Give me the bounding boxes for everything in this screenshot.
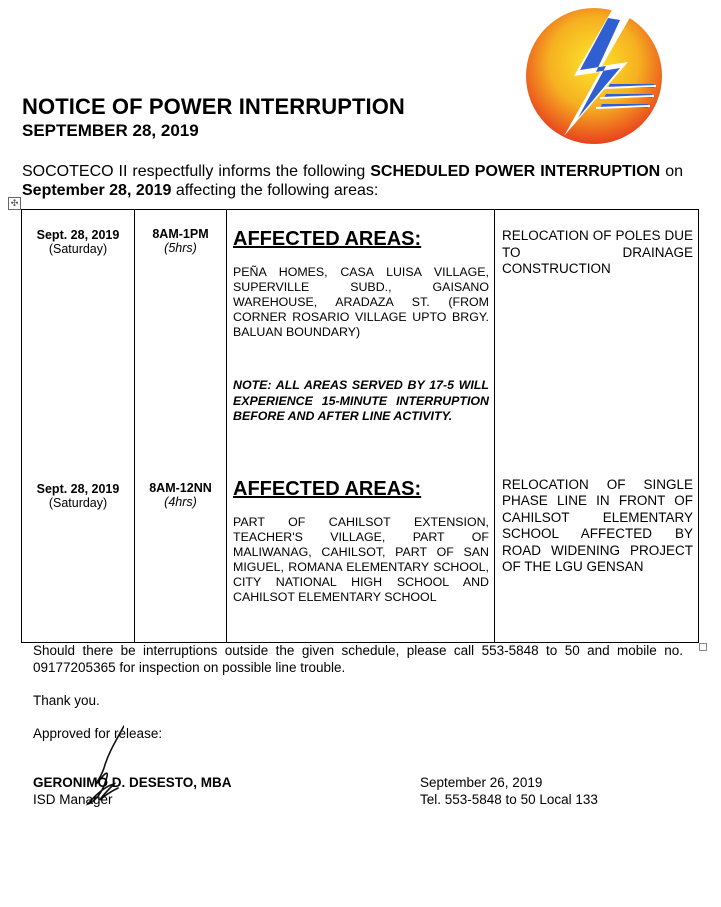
signature-date: September 26, 2019 bbox=[420, 775, 543, 790]
affected-areas-heading: AFFECTED AREAS: bbox=[233, 477, 422, 500]
notice-date: SEPTEMBER 28, 2019 bbox=[22, 121, 199, 140]
contact-note: Should there be interruptions outside the given schedule, please call 553-5848 to 50 and mobile no. 09177205365 for inspection on possible line trouble. bbox=[33, 643, 683, 675]
intro-paragraph bbox=[22, 162, 683, 200]
schedule-date: Sept. 28, 2019 bbox=[36, 481, 120, 496]
reason-cell bbox=[495, 210, 699, 462]
lightning-bolt-logo-icon bbox=[524, 6, 664, 146]
areas-cell bbox=[227, 462, 495, 643]
notice-title: NOTICE OF POWER INTERRUPTION bbox=[22, 94, 405, 119]
affected-areas-heading: AFFECTED AREAS: bbox=[233, 228, 422, 250]
intro-text-3: affecting the following areas: bbox=[171, 182, 379, 199]
schedule-duration: (5hrs) bbox=[164, 241, 197, 255]
date-cell bbox=[22, 462, 135, 643]
approved-for-release: Approved for release: bbox=[33, 726, 163, 741]
time-cell bbox=[135, 210, 227, 462]
schedule-day: (Saturday) bbox=[48, 242, 108, 256]
schedule-table bbox=[21, 209, 699, 643]
interruption-reason: RELOCATION OF POLES DUE TO DRAINAGE CONSTRUCTION bbox=[502, 228, 693, 276]
areas-cell bbox=[227, 210, 495, 462]
intro-text-bold-2: September 28, 2019 bbox=[22, 182, 172, 199]
table-row bbox=[22, 210, 699, 462]
schedule-duration: (4hrs) bbox=[164, 494, 197, 509]
signatory-title: ISD Manager bbox=[33, 792, 113, 807]
date-cell bbox=[22, 210, 135, 462]
schedule-time: 8AM-1PM bbox=[152, 227, 209, 241]
affected-areas-list: PART OF CAHILSOT EXTENSION, TEACHER'S VILLAGE, PART OF MALIWANAG, CAHILSOT, PART OF SAN MIGUEL, ROMANA ELEMENTARY SCHOOL, CITY NATIONAL HIGH SCHOOL AND CAHILSOT ELEMENTARY SCHOOL bbox=[233, 514, 489, 604]
interruption-reason: RELOCATION OF SINGLE PHASE LINE IN FRONT OF CAHILSOT ELEMENTARY SCHOOL AFFECTED BY ROAD WIDENING PROJECT OF THE LGU GENSAN bbox=[502, 476, 693, 574]
affected-areas-list: PEÑA HOMES, CASA LUISA VILLAGE, SUPERVILLE SUBD., GAISANO WAREHOUSE, ARADAZA ST. (FROM CORNER ROSARIO VILLAGE UPTO BRGY. BALUAN BOUNDARY) bbox=[233, 265, 489, 339]
table-resize-handle[interactable] bbox=[699, 643, 707, 651]
intro-text-bold-1: SCHEDULED POWER INTERRUPTION bbox=[370, 163, 661, 180]
intro-text-1: SOCOTECO II respectfully informs the following bbox=[22, 163, 371, 180]
move-handle-icon[interactable]: ✣ bbox=[8, 197, 21, 210]
time-cell bbox=[135, 462, 227, 643]
schedule-day: (Saturday) bbox=[48, 495, 108, 510]
thank-you-text: Thank you. bbox=[33, 693, 100, 708]
schedule-date: Sept. 28, 2019 bbox=[36, 228, 120, 242]
contact-telephone: Tel. 553-5848 to 50 Local 133 bbox=[420, 792, 598, 807]
signatory-name: GERONIMO D. DESESTO, MBA bbox=[33, 775, 232, 790]
reason-cell bbox=[495, 462, 699, 643]
schedule-time: 8AM-12NN bbox=[149, 480, 212, 495]
table-row bbox=[22, 462, 699, 643]
intro-text-2: on bbox=[660, 163, 683, 180]
affected-areas-note: NOTE: ALL AREAS SERVED BY 17-5 WILL EXPERIENCE 15-MINUTE INTERRUPTION BEFORE AND AFTER LINE ACTIVITY. bbox=[233, 378, 489, 423]
